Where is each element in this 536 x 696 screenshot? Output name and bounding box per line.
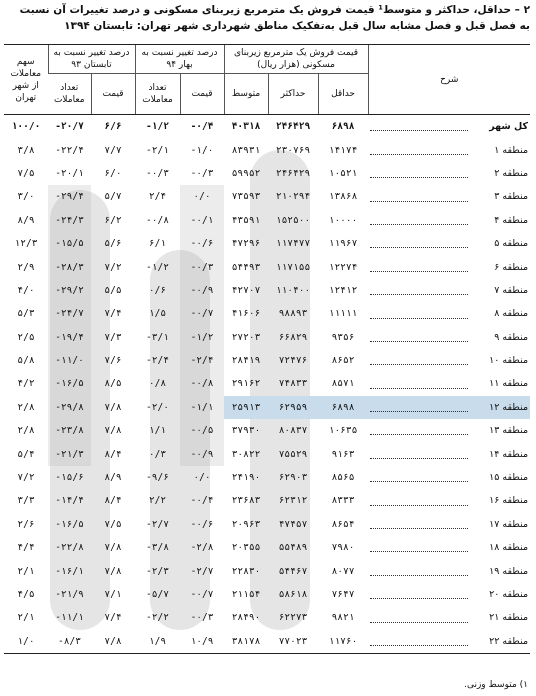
table-row (4, 302, 530, 325)
cell-max: ۷۴۸۳۳ (278, 378, 308, 390)
cell-su-price: ۷/۱ (104, 589, 122, 600)
cell-su-price: ۷/۸ (104, 425, 122, 437)
row-label-text: منطقه ۱ (494, 144, 529, 156)
cell-avg: ۲۸۴۱۹ (231, 355, 261, 367)
cell-avg: ۵۹۹۵۲ (231, 167, 261, 179)
cell-share: ۵/۳ (17, 308, 35, 320)
cell-min: ۱۰۰۰۰ (328, 214, 358, 226)
header-share: سهم معاملات از شهر تهران (4, 45, 48, 115)
cell-share: ۲/۶ (17, 518, 35, 530)
cell-avg: ۲۸۴۹۰ (231, 612, 261, 624)
cell-sp-price: -۱/۱ (180, 396, 224, 419)
table-row (4, 396, 530, 419)
cell-avg: ۳۸۱۷۸ (224, 630, 268, 654)
cell-share: ۱۲/۳ (14, 238, 38, 250)
cell-su-count: -۲۰/۱ (55, 167, 84, 179)
cell-sp-count: -۲/۳ (146, 565, 169, 577)
cell-min: ۹۸۲۱ (331, 612, 355, 624)
cell-su-price: ۶/۶ (104, 121, 122, 133)
leader-dots (370, 551, 468, 552)
cell-sp-price: -۰/۱ (180, 209, 224, 232)
cell-min: ۸۶۵۴ (331, 518, 355, 530)
leader-dots (370, 247, 468, 248)
cell-min: ۱۱۱۱۱ (328, 308, 358, 320)
cell-sp-price: -۰/۵ (180, 419, 224, 442)
cell-share: ۲/۱ (17, 612, 35, 624)
row-label (368, 396, 530, 419)
cell-max: ۵۴۴۶۷ (278, 565, 308, 577)
cell-sp-price: -۰/۹ (180, 279, 224, 302)
row-label (368, 162, 530, 185)
cell-sp-count: -۵/۷ (146, 589, 169, 600)
cell-sp-count: ۲/۴ (148, 191, 167, 203)
row-label-text: منطقه ۲۰ (489, 589, 529, 600)
cell-su-price: ۷/۸ (91, 630, 135, 654)
cell-sp-price: -۰/۳ (180, 255, 224, 278)
cell-su-count: -۱۵/۶ (55, 472, 84, 484)
cell-sp-price: -۰/۹ (180, 442, 224, 465)
table-body (4, 115, 530, 654)
row-label (368, 536, 530, 559)
header-avg: متوسط (224, 74, 268, 115)
leader-dots (370, 434, 468, 435)
table-row (4, 349, 530, 372)
cell-share: ۳/۳ (17, 495, 35, 507)
header-summer-count: تعداد معاملات (48, 74, 91, 115)
leader-dots (370, 645, 468, 646)
table-row (4, 489, 530, 512)
cell-su-price: ۵/۶ (104, 238, 122, 250)
row-label-text: منطقه ۶ (494, 261, 529, 273)
cell-avg: ۲۲۸۳۰ (231, 565, 261, 577)
cell-min: ۸۵۷۱ (331, 378, 355, 390)
cell-su-price: ۷/۲ (104, 261, 122, 273)
table-row (4, 536, 530, 559)
header-min: حداقل (318, 74, 368, 115)
cell-min: ۱۰۶۳۵ (328, 425, 358, 437)
table-row (4, 185, 530, 208)
row-label (368, 138, 530, 161)
cell-sp-count: -۰/۸ (146, 214, 169, 226)
row-label (368, 372, 530, 395)
table-row (4, 630, 530, 654)
cell-su-count: -۲۴/۳ (48, 209, 91, 232)
table-row (4, 326, 530, 349)
cell-min: ۷۹۸۰ (331, 542, 355, 554)
cell-share: ۴/۵ (17, 589, 35, 600)
cell-max: ۶۲۹۰۳ (278, 472, 308, 484)
row-label (368, 513, 530, 536)
cell-min: ۱۱۷۶۰ (318, 630, 368, 654)
leader-dots (370, 411, 468, 412)
cell-su-price: ۶/۰ (104, 167, 122, 179)
cell-sp-price: -۰/۴ (190, 121, 214, 133)
cell-avg: ۴۷۲۹۶ (231, 238, 261, 250)
row-label (368, 606, 530, 629)
cell-min: ۸۶۵۲ (331, 355, 355, 367)
row-label-text: منطقه ۱۰ (489, 355, 529, 367)
cell-max: ۶۲۹۵۹ (268, 396, 318, 419)
cell-share: ۴/۰ (17, 284, 35, 296)
row-label-text: منطقه ۱۳ (489, 425, 529, 437)
row-label (368, 349, 530, 372)
cell-share: ۷/۵ (17, 167, 35, 179)
header-spring-price: قیمت (180, 74, 224, 115)
cell-share: ۱۰۰/۰ (11, 121, 41, 133)
cell-avg: ۲۹۱۶۲ (231, 378, 261, 390)
cell-max: ۱۱۷۱۵۵ (275, 261, 311, 273)
cell-su-price: ۷/۴ (104, 612, 122, 624)
row-label (368, 279, 530, 302)
cell-max: ۷۵۵۲۹ (278, 448, 308, 460)
row-label-text: منطقه ۱۲ (489, 401, 529, 413)
cell-sp-price: -۰/۳ (190, 612, 214, 624)
cell-su-count: -۲۲/۸ (55, 542, 84, 554)
cell-share: ۳/۸ (17, 144, 35, 156)
leader-dots (370, 318, 468, 319)
cell-sp-count: ۱/۵ (148, 308, 167, 320)
cell-share: ۲/۱ (17, 565, 35, 577)
cell-max: ۸۰۸۳۷ (278, 425, 308, 437)
cell-share: ۸/۹ (17, 214, 35, 226)
header-max: حداکثر (268, 74, 318, 115)
cell-sp-price: ۱۰/۹ (180, 630, 224, 654)
cell-su-price: ۷/۸ (104, 542, 122, 554)
cell-su-count: -۲۰/۷ (55, 121, 84, 133)
leader-dots (370, 177, 468, 178)
cell-avg: ۲۰۳۵۵ (231, 542, 261, 554)
cell-su-count: -۲۲/۴ (55, 144, 84, 156)
cell-max: ۹۸۸۹۳ (278, 308, 308, 320)
cell-su-price: ۷/۵ (104, 518, 122, 530)
leader-dots (370, 575, 468, 576)
cell-sp-price: -۰/۸ (180, 372, 224, 395)
leader-dots (370, 622, 468, 623)
cell-su-price: ۵/۵ (104, 284, 122, 296)
row-label (368, 302, 530, 325)
row-label (368, 185, 530, 208)
cell-sp-price: ۰/۰ (193, 472, 211, 484)
leader-dots (370, 271, 468, 272)
header-spring-group: درصد تغییر نسبت به بهار ۹۴ (135, 45, 224, 74)
cell-sp-price: -۰/۶ (180, 232, 224, 255)
row-label-text: منطقه ۱۸ (489, 542, 529, 554)
row-label-text: منطقه ۱۱ (489, 378, 529, 390)
table-row (4, 279, 530, 302)
table-row (4, 115, 530, 139)
cell-sp-count: ۱/۱ (148, 425, 167, 437)
cell-min: ۱۳۸۶۸ (328, 191, 358, 203)
table-row (4, 442, 530, 465)
row-label (368, 419, 530, 442)
table-row (4, 209, 530, 232)
cell-sp-price: -۰/۳ (190, 167, 214, 179)
cell-su-price: ۷/۶ (104, 355, 122, 367)
table-row (4, 559, 530, 582)
row-label-text: منطقه ۱۴ (489, 448, 529, 460)
row-label (368, 466, 530, 489)
cell-avg: ۴۲۷۰۷ (231, 284, 261, 296)
cell-sp-count: -۱/۲ (146, 261, 169, 273)
leader-dots (370, 154, 468, 155)
row-label (368, 630, 530, 654)
cell-sp-count: -۹/۶ (146, 472, 169, 484)
cell-sp-price: -۲/۷ (190, 565, 214, 577)
leader-dots (370, 364, 468, 365)
cell-avg: ۸۳۹۳۱ (231, 144, 261, 156)
header-summer-price: قیمت (91, 74, 135, 115)
leader-dots (370, 505, 468, 506)
cell-share: ۲/۸ (17, 425, 35, 437)
cell-sp-count: ۰/۶ (148, 284, 167, 296)
cell-sp-price: -۲/۸ (190, 542, 214, 554)
cell-sp-count: ۰/۳ (148, 448, 167, 460)
cell-su-count: -۲۱/۹ (55, 589, 84, 600)
row-label-text: منطقه ۳ (494, 191, 529, 203)
cell-su-price: ۷/۷ (104, 144, 122, 156)
row-label (368, 326, 530, 349)
cell-share: ۲/۵ (17, 331, 35, 343)
cell-min: ۹۳۵۶ (331, 331, 355, 343)
row-label-text: منطقه ۹ (494, 331, 529, 343)
price-table (4, 44, 530, 654)
cell-avg: ۴۱۶۰۶ (231, 308, 261, 320)
cell-su-price: ۷/۸ (104, 401, 122, 413)
leader-dots (370, 294, 468, 295)
table-row (4, 372, 530, 395)
leader-dots (370, 201, 468, 202)
cell-max: ۷۲۴۷۶ (278, 355, 308, 367)
cell-su-count: -۱۴/۴ (55, 495, 84, 507)
row-label (368, 209, 530, 232)
cell-max: ۱۱۰۴۰۰ (275, 284, 311, 296)
cell-sp-count: -۳/۱ (146, 331, 169, 343)
leader-dots (370, 528, 468, 529)
cell-avg: ۳۷۹۳۰ (231, 425, 261, 437)
cell-su-count: -۸/۳ (48, 630, 91, 654)
leader-dots (370, 481, 468, 482)
cell-sp-count: ۲/۲ (148, 495, 167, 507)
cell-sp-price: -۰/۷ (190, 589, 214, 600)
cell-share: ۵/۸ (17, 355, 35, 367)
cell-sp-price: -۰/۴ (190, 495, 214, 507)
table-title: ۲ – حداقل، حداکثر و متوسط¹ قیمت فروش یک مترمربع زیربنای مسکونی و درصد تغییرات آن نسبت به فصل قبل و فصل مشابه سال قبل به‌تفکیک مناطق شهرداری شهر تهران: تابستان ۱۳۹۴ (19, 4, 530, 32)
cell-su-price: ۸/۵ (104, 378, 122, 390)
cell-min: ۱۰۵۲۱ (328, 167, 358, 179)
row-label-text: منطقه ۵ (494, 238, 529, 250)
row-label-text: منطقه ۲۱ (489, 612, 529, 624)
table-row (4, 419, 530, 442)
cell-sp-price: ۰/۰ (180, 185, 224, 208)
cell-max: ۵۵۴۸۹ (278, 542, 308, 554)
table-row (4, 583, 530, 606)
cell-share: ۴/۴ (17, 542, 35, 554)
table-row (4, 232, 530, 255)
cell-sp-price: -۰/۷ (180, 302, 224, 325)
cell-max: ۱۱۷۴۷۷ (275, 238, 311, 250)
cell-max: ۲۳۰۷۶۹ (275, 144, 311, 156)
cell-min: ۱۲۲۷۴ (328, 261, 358, 273)
cell-sp-count: -۳/۸ (146, 542, 169, 554)
cell-min: ۱۲۴۱۲ (328, 284, 358, 296)
cell-share: ۳/۰ (17, 191, 35, 203)
row-label (368, 255, 530, 278)
cell-avg: ۷۳۵۹۳ (231, 191, 261, 203)
footnote: ۱) متوسط وزنی. (464, 680, 528, 690)
row-label-text: منطقه ۲ (494, 167, 529, 179)
cell-max: ۶۲۲۷۳ (278, 612, 308, 624)
cell-sp-count: ۰/۸ (148, 378, 167, 390)
cell-avg: ۲۷۲۰۳ (231, 331, 261, 343)
row-label-text: منطقه ۴ (494, 214, 529, 226)
cell-min: ۹۱۶۳ (331, 448, 355, 460)
leader-dots (370, 388, 468, 389)
row-label-text: منطقه ۸ (494, 308, 529, 320)
cell-sp-price: -۱/۲ (180, 326, 224, 349)
row-label-text: منطقه ۲۲ (489, 635, 529, 647)
cell-su-count: -۱۱/۱ (55, 612, 84, 624)
cell-avg: ۵۴۴۹۳ (231, 261, 261, 273)
cell-sp-count: ۱/۹ (135, 630, 180, 654)
leader-dots (370, 458, 468, 459)
header-summer-group: درصد تغییر نسبت به تابستان ۹۳ (48, 45, 135, 74)
row-label (368, 232, 530, 255)
cell-share: ۲/۹ (17, 261, 35, 273)
cell-su-count: -۲۸/۳ (48, 255, 91, 278)
leader-dots (370, 341, 468, 342)
cell-min: ۸۳۳۳ (331, 495, 355, 507)
cell-sp-price: -۲/۴ (180, 349, 224, 372)
table-row (4, 466, 530, 489)
cell-max: ۶۶۸۲۹ (278, 331, 308, 343)
cell-avg: ۲۰۹۶۳ (231, 518, 261, 530)
table-row (4, 162, 530, 185)
row-label (368, 489, 530, 512)
cell-su-price: ۸/۹ (104, 472, 122, 484)
cell-sp-count: -۲/۴ (146, 355, 169, 367)
cell-avg: ۲۱۱۵۴ (231, 589, 261, 600)
cell-su-count: -۱۶/۱ (55, 565, 84, 577)
row-label-text: منطقه ۷ (494, 284, 529, 296)
cell-sp-count: -۲/۱ (146, 144, 169, 156)
cell-su-price: ۶/۲ (104, 214, 122, 226)
row-label-text: منطقه ۱۵ (489, 472, 529, 484)
cell-su-count: -۱۵/۵ (48, 232, 91, 255)
cell-min: ۱۴۱۷۴ (328, 144, 358, 156)
cell-share: ۵/۴ (17, 448, 35, 460)
cell-su-count: -۱۹/۴ (48, 326, 91, 349)
cell-min: ۶۸۹۸ (318, 396, 368, 419)
cell-share: ۱/۰ (4, 630, 48, 654)
cell-avg: ۲۳۶۸۳ (231, 495, 261, 507)
cell-su-price: ۵/۷ (104, 191, 122, 203)
cell-avg: ۴۰۳۱۸ (231, 121, 261, 133)
row-label (368, 583, 530, 606)
cell-max: ۱۵۲۵۰۰ (275, 214, 311, 226)
cell-sp-price: -۰/۶ (190, 518, 214, 530)
cell-avg: ۳۰۸۲۲ (231, 448, 261, 460)
table-row (4, 606, 530, 629)
row-label-text: منطقه ۱۹ (489, 565, 529, 577)
table-row (4, 513, 530, 536)
cell-su-count: -۲۹/۴ (48, 185, 91, 208)
cell-max: ۲۴۶۴۲۹ (275, 167, 311, 179)
cell-avg: ۴۳۵۹۱ (231, 214, 261, 226)
table-row (4, 255, 530, 278)
leader-dots (370, 130, 468, 131)
row-label (368, 115, 530, 139)
cell-sp-count: -۰/۳ (146, 167, 169, 179)
cell-max: ۴۷۴۵۷ (278, 518, 308, 530)
cell-min: ۸۵۶۵ (331, 472, 355, 484)
row-label-text: کل شهر (489, 121, 529, 133)
cell-su-count: -۱۱/۰ (48, 349, 91, 372)
cell-sp-count: -۲/۷ (146, 518, 169, 530)
cell-su-price: ۸/۴ (104, 448, 122, 460)
cell-su-count: -۲۹/۸ (48, 396, 91, 419)
row-label (368, 442, 530, 465)
cell-su-count: -۲۴/۷ (48, 302, 91, 325)
cell-su-price: ۷/۳ (104, 331, 122, 343)
cell-su-price: ۸/۴ (104, 495, 122, 507)
cell-share: ۴/۲ (17, 378, 35, 390)
cell-max: ۲۴۶۴۲۹ (275, 121, 311, 133)
cell-avg: ۲۴۱۹۰ (231, 472, 261, 484)
row-label (368, 559, 530, 582)
cell-su-price: ۷/۸ (104, 565, 122, 577)
table-row (4, 138, 530, 161)
cell-su-price: ۷/۴ (104, 308, 122, 320)
cell-max: ۵۸۶۱۸ (278, 589, 308, 600)
cell-avg: ۲۵۹۱۳ (224, 396, 268, 419)
cell-max: ۶۲۳۱۲ (278, 495, 308, 507)
cell-max: ۷۷۰۲۳ (268, 630, 318, 654)
cell-su-count: -۲۱/۳ (48, 442, 91, 465)
cell-share: ۷/۲ (17, 472, 35, 484)
row-label-text: منطقه ۱۶ (489, 495, 529, 507)
cell-su-count: -۲۹/۲ (48, 279, 91, 302)
cell-su-count: -۱۶/۵ (55, 518, 84, 530)
cell-share: ۲/۸ (17, 401, 35, 413)
header-row-label: شرح (368, 45, 530, 115)
cell-sp-price: -۱/۰ (190, 144, 214, 156)
cell-su-count: -۲۳/۸ (48, 419, 91, 442)
header-spring-count: تعداد معاملات (135, 74, 180, 115)
cell-sp-count: -۲/۲ (146, 612, 169, 624)
cell-min: ۱۱۹۶۷ (328, 238, 358, 250)
cell-max: ۲۱۰۲۹۴ (275, 191, 311, 203)
row-label-text: منطقه ۱۷ (489, 518, 529, 530)
cell-min: ۶۸۹۸ (331, 121, 355, 133)
cell-min: ۷۶۴۷ (331, 589, 355, 600)
cell-sp-count: ۶/۱ (148, 238, 167, 250)
leader-dots (370, 598, 468, 599)
cell-sp-count: -۱/۲ (146, 121, 169, 133)
cell-sp-count: -۲/۰ (146, 401, 169, 413)
header-price-group: قیمت فروش یک مترمربع زیربنای مسکونی (هزار ریال) (224, 45, 368, 74)
cell-min: ۸۰۷۷ (331, 565, 355, 577)
leader-dots (370, 224, 468, 225)
cell-su-count: -۱۶/۵ (48, 372, 91, 395)
